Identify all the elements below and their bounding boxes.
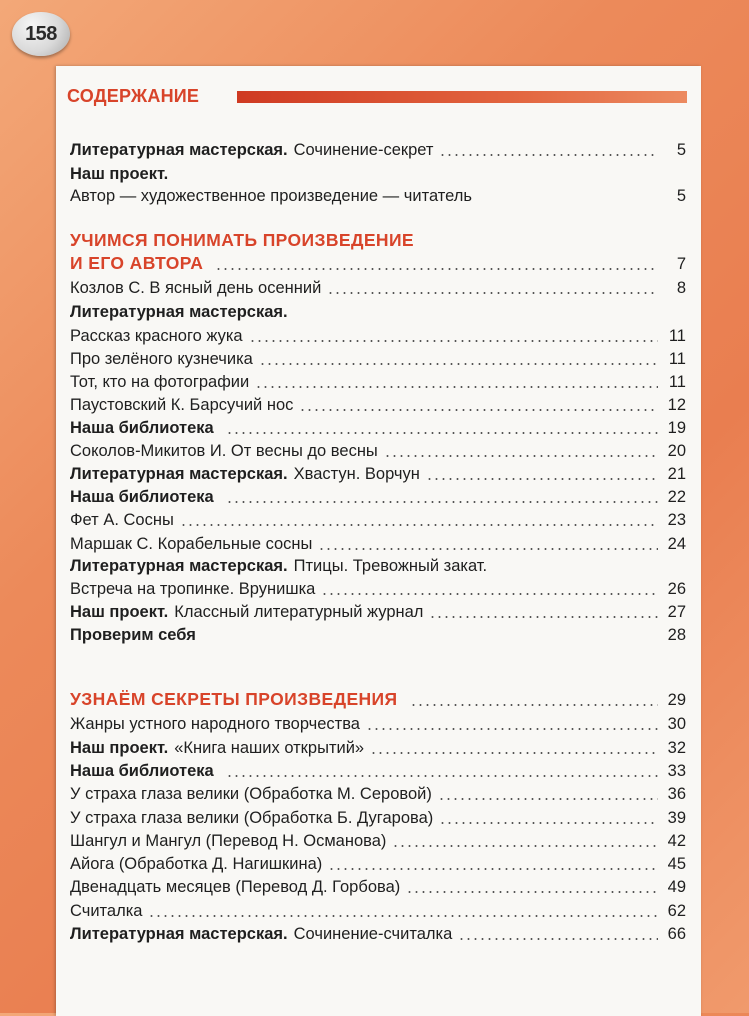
toc-entry[interactable]: Автор — художественное произведение — читатель 5 [70,187,686,205]
toc-entry[interactable]: Фет А. Сосны 23 [70,511,686,529]
toc-entry[interactable]: Наш проект. «Книга наших открытий» 32 [70,739,686,757]
toc-entry[interactable]: Наша библиотека 19 [70,419,686,437]
toc-entry[interactable]: Литературная мастерская. Сочинение-секрет 5 [70,141,686,159]
toc-entry[interactable]: Про зелёного кузнечика 11 [70,350,686,368]
toc-entry[interactable]: Литературная мастерская. Птицы. Тревожный закат. [70,557,488,575]
toc-entry[interactable]: Козлов С. В ясный день осенний 8 [70,279,686,297]
toc-entry[interactable]: Айога (Обработка Д. Нагишкина) 45 [70,855,686,873]
toc-entry[interactable]: Рассказ красного жука 11 [70,327,686,345]
toc-entry[interactable]: У страха глаза велики (Обработка М. Серовой) 36 [70,785,686,803]
toc-entry[interactable]: Шангул и Мангул (Перевод Н. Османова) 42 [70,832,686,850]
toc-entry[interactable]: Маршак С. Корабельные сосны 24 [70,535,686,553]
toc-entry[interactable]: Тот, кто на фотографии 11 [70,373,686,391]
section-heading-line[interactable]: И ЕГО АВТОРА 7 [70,253,686,273]
toc-entry[interactable]: Литературная мастерская. Хвастун. Ворчун 21 [70,465,686,483]
toc-entry[interactable]: Наша библиотека 33 [70,762,686,780]
toc-entry[interactable]: Соколов-Микитов И. От весны до весны 20 [70,442,686,460]
toc-entry[interactable]: Наша библиотека 22 [70,488,686,506]
toc-entry[interactable]: У страха глаза велики (Обработка Б. Дугарова) 39 [70,809,686,827]
toc-entry[interactable]: Литературная мастерская. Сочинение-считалка 66 [70,925,686,943]
contents-title: СОДЕРЖАНИЕ [67,86,200,106]
section-heading-line[interactable]: УЗНАЁМ СЕКРЕТЫ ПРОИЗВЕДЕНИЯ 29 [70,689,686,709]
toc-entry[interactable]: Паустовский К. Барсучий нос 12 [70,396,686,414]
toc-entry[interactable]: Жанры устного народного творчества 30 [70,715,686,733]
toc-entry[interactable]: Наш проект. Классный литературный журнал 27 [70,603,686,621]
toc-entry[interactable]: Двенадцать месяцев (Перевод Д. Горбова) 49 [70,878,686,896]
toc-entry[interactable]: Проверим себя 28 [70,626,686,644]
page-number: 158 [25,22,57,45]
contents-page [56,66,701,1016]
toc-entry[interactable]: Встреча на тропинке. Врунишка 26 [70,580,686,598]
toc-entry[interactable]: Считалка 62 [70,902,686,920]
toc-entry[interactable]: Наш проект. [70,165,169,183]
contents-header [67,86,691,108]
header-decorative-bar [237,91,687,103]
section-heading[interactable]: УЧИМСЯ ПОНИМАТЬ ПРОИЗВЕДЕНИЕ [70,230,415,250]
page-number-badge [12,12,70,56]
toc-entry[interactable]: Литературная мастерская. [70,303,288,321]
